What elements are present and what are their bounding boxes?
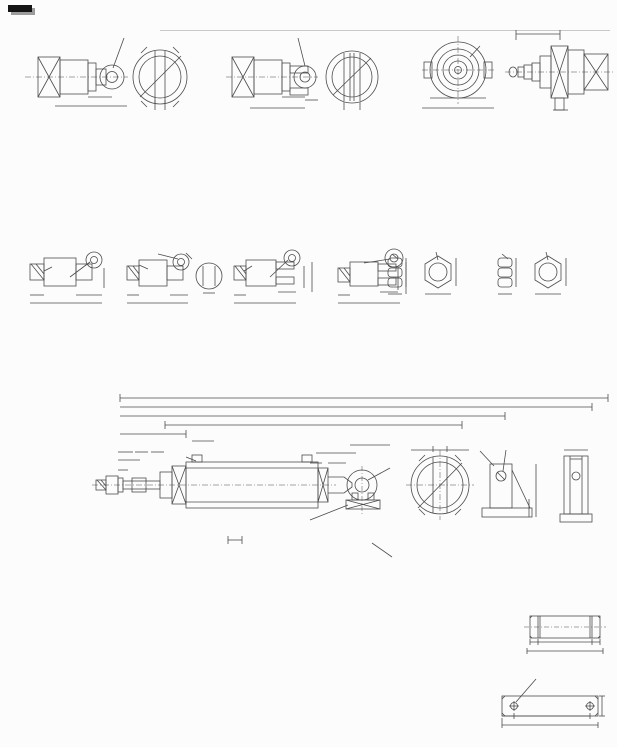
header-rule [160,30,610,31]
page-title-badge [8,5,32,12]
